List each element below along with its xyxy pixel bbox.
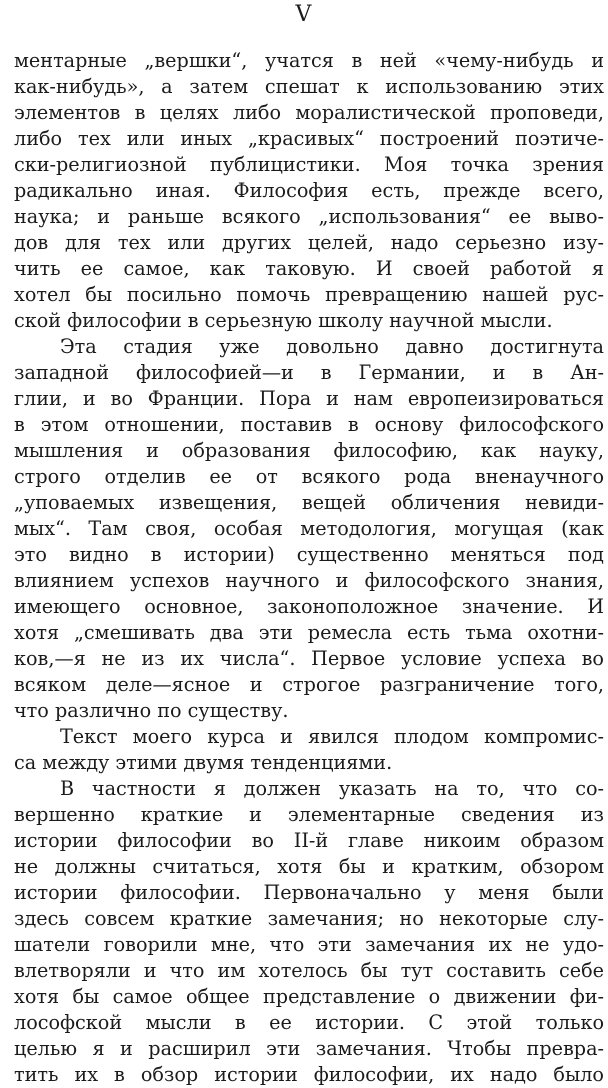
- text-line: либо тех или иных „красивых“ построений поэтиче-: [14, 127, 604, 150]
- text-line: целью я и расширил эти замечания. Чтобы превра-: [14, 1037, 604, 1060]
- text-line: ков,—я не из их числа“. Первое условие успеха во: [14, 647, 604, 670]
- paragraph-start-line: В частности я должен указать на то, что со-: [60, 777, 604, 800]
- paragraph-start-line: Текст моего курса и явился плодом компромис-: [60, 725, 604, 748]
- text-line: „уповаемых извещения, вещей обличения невиди-: [14, 491, 604, 514]
- text-line: глии, и во Франции. Пора и нам европеизироваться: [14, 387, 604, 410]
- text-line: истории философии. Первоначально у меня были: [14, 881, 604, 904]
- text-line: радикально иная. Философия есть, прежде всего,: [14, 179, 604, 202]
- text-line: имеющего основное, законоположное значение. И: [14, 595, 604, 618]
- text-line: истории философии во II-й главе никоим образом: [14, 829, 604, 852]
- text-line: ской философии в серьезную школу научной мысли.: [14, 309, 553, 332]
- text-line: шатели говорили мне, что эти замечания их не удо-: [14, 933, 604, 956]
- text-line: в этом отношении, поставив в основу философского: [14, 413, 604, 436]
- paragraph-start-line: Эта стадия уже довольно давно достигнута: [60, 335, 604, 358]
- text-line: хотя „смешивать два эти ремесла есть тьма охотни-: [14, 621, 604, 644]
- text-line: наука; и раньше всякого „использования“ ее выво-: [14, 205, 604, 228]
- text-line: влетворяли и что им хотелось бы тут составить себе: [14, 959, 604, 982]
- text-line: западной философией—и в Германии, и в Ан-: [14, 361, 604, 384]
- text-line: ски-религиозной публицистики. Моя точка зрения: [14, 153, 604, 176]
- text-line: ментарные „вершки“, учатся в ней «чему-нибудь и: [14, 49, 604, 72]
- text-line: тить их в обзор истории философии, их надо было: [14, 1063, 604, 1086]
- text-line: хотя бы самое общее представление о движении фи-: [14, 985, 604, 1008]
- text-line: вершенно краткие и элементарные сведения из: [14, 803, 604, 826]
- page-number: V: [295, 2, 313, 27]
- text-line: строго отделив ее от всякого рода вненаучного: [14, 465, 604, 488]
- text-line: это видно в истории) существенно меняться под: [14, 543, 604, 566]
- text-line: здесь совсем краткие замечания; но некоторые слу-: [14, 907, 604, 930]
- text-line: что различно по существу.: [14, 699, 289, 722]
- text-line: лософской мысли в ее истории. С этой только: [14, 1011, 604, 1034]
- text-line: са между этими двумя тенденциями.: [14, 751, 393, 774]
- text-line: элементов в целях либо моралистической проповеди,: [14, 101, 604, 124]
- text-line: мых“. Там своя, особая методология, могущая (как: [14, 517, 604, 540]
- text-line: хотел бы посильно помочь превращению нашей рус-: [14, 283, 604, 306]
- page-body-text: [14, 48, 604, 1088]
- text-line: не должны считаться, хотя бы и кратким, обзором: [14, 855, 604, 878]
- text-line: всяком деле—ясное и строгое разграничение того,: [14, 673, 604, 696]
- text-line: как-нибудь», а затем спешат к использованию этих: [14, 75, 604, 98]
- text-line: дов для тех или других целей, надо серьезно изу-: [14, 231, 604, 254]
- text-line: мышления и образования философию, как науку,: [14, 439, 604, 462]
- text-line: чить ее самое, как таковую. И своей работой я: [14, 257, 604, 280]
- text-line: влиянием успехов научного и философского знания,: [14, 569, 604, 592]
